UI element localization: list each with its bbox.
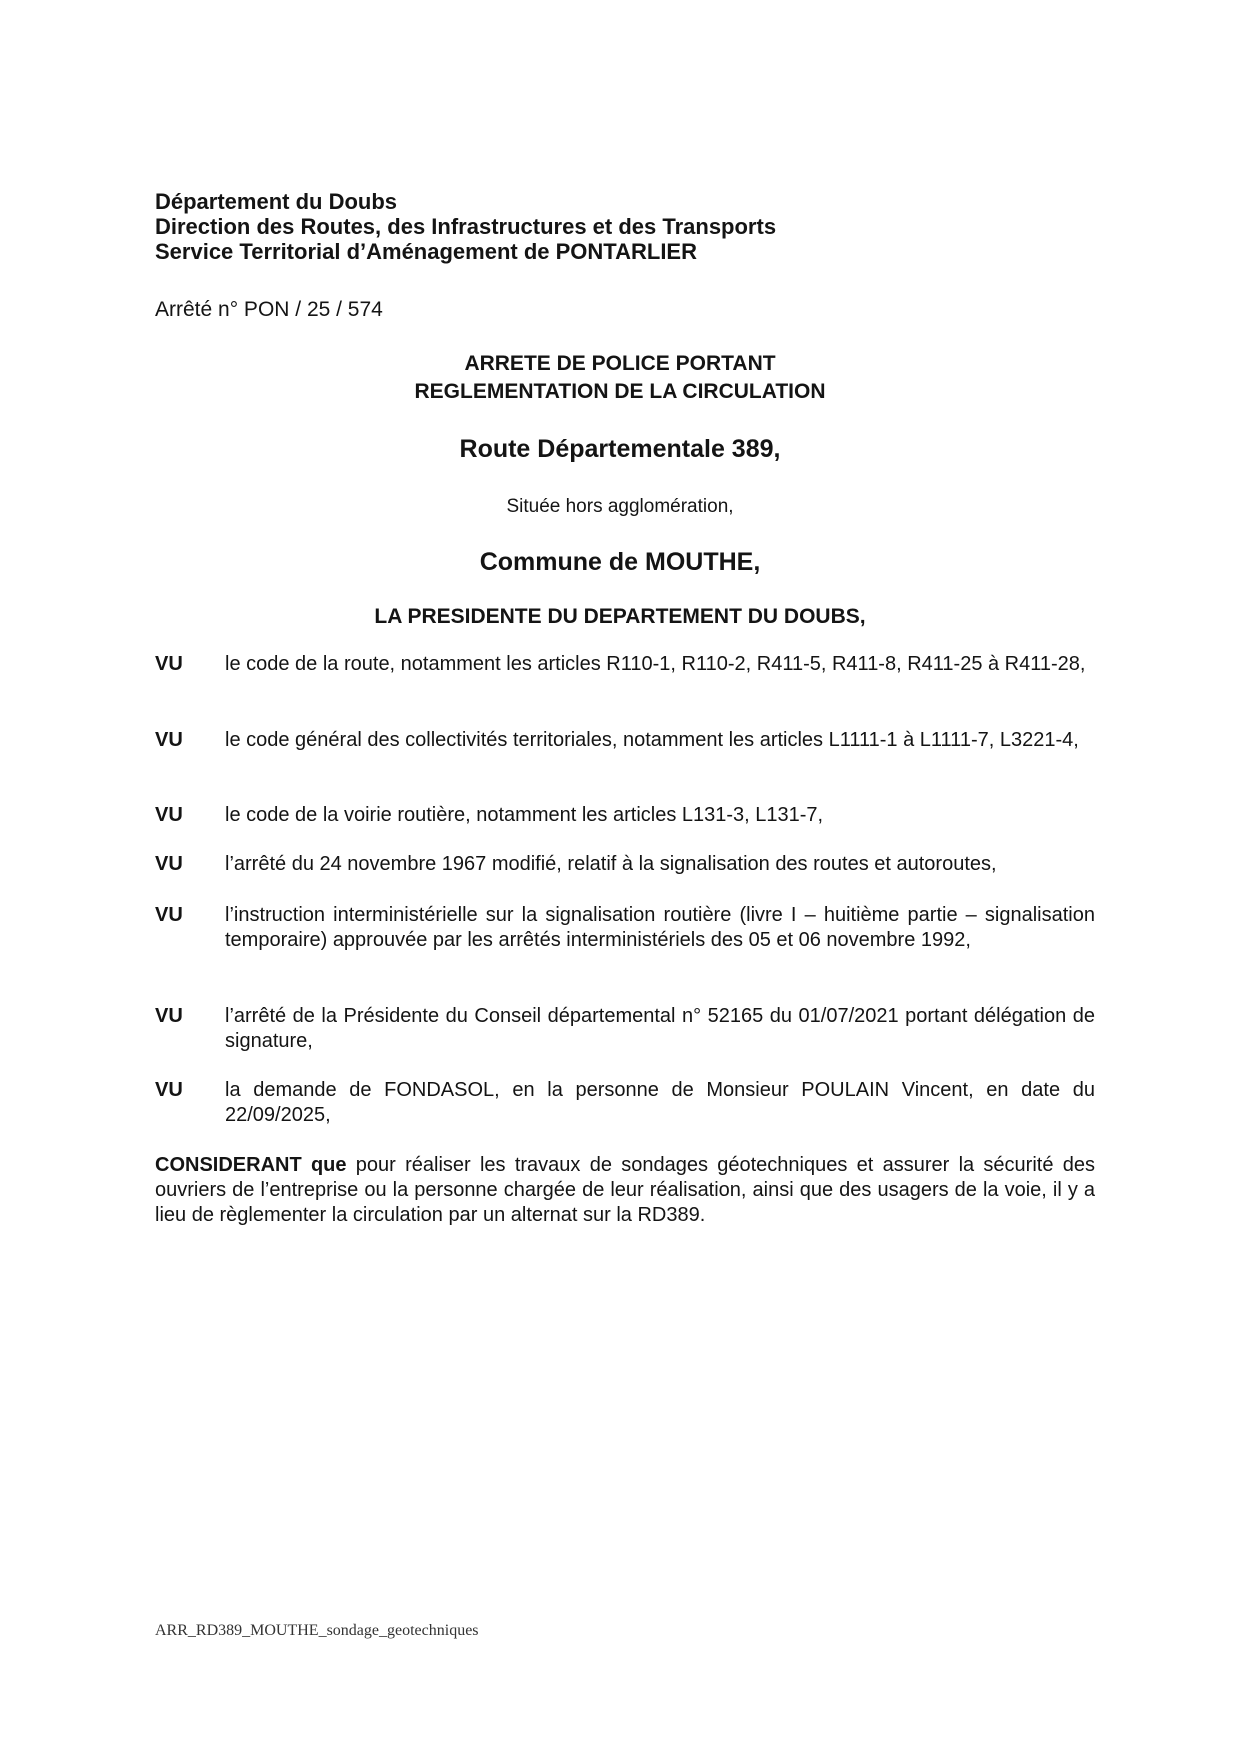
arrete-number: Arrêté n° PON / 25 / 574 bbox=[155, 298, 383, 321]
route-heading: Route Départementale 389, bbox=[459, 435, 781, 463]
vu-item bbox=[155, 652, 1095, 677]
location-text: Située hors agglomération, bbox=[506, 496, 734, 517]
considerant-text: pour réaliser les travaux de sondages géotechniques et assurer la sécurité des ouvriers de l’entreprise ou la personne chargée de leur réalisation, ainsi que des usagers de la voie, il y a lieu de règlementer la circulation par un alternat sur la RD389. bbox=[155, 1154, 1095, 1226]
vu-item bbox=[155, 803, 1095, 828]
commune-heading: Commune de MOUTHE, bbox=[479, 548, 761, 576]
vu-text: le code de la voirie routière, notamment les articles L131-3, L131-7, bbox=[225, 804, 824, 826]
vu-label: VU bbox=[155, 1079, 183, 1101]
vu-item bbox=[155, 1078, 1095, 1128]
letterhead bbox=[155, 189, 1055, 264]
vu-text: le code général des collectivités territoriales, notamment les articles L1111-1 à L1111-7, L3221-4, bbox=[225, 729, 1079, 751]
vu-text: l’arrêté du 24 novembre 1967 modifié, relatif à la signalisation des routes et autoroutes, bbox=[225, 853, 997, 875]
vu-label: VU bbox=[155, 853, 183, 875]
vu-item bbox=[155, 903, 1095, 953]
service-name: Service Territorial d’Aménagement de PONTARLIER bbox=[155, 239, 697, 264]
document-title bbox=[0, 350, 1240, 406]
title-line-2: REGLEMENTATION DE LA CIRCULATION bbox=[414, 380, 826, 403]
direction-name: Direction des Routes, des Infrastructures et des Transports bbox=[155, 214, 777, 239]
vu-label: VU bbox=[155, 904, 183, 926]
vu-label: VU bbox=[155, 729, 183, 751]
vu-text: l’instruction interministérielle sur la signalisation routière (livre I – huitième partie – signalisation temporaire) approuvée par les arrêtés interministériels des 05 et 06 novembre 1992, bbox=[225, 904, 1095, 951]
file-reference: ARR_RD389_MOUTHE_sondage_geotechniques bbox=[155, 1622, 479, 1639]
considerant-paragraph bbox=[155, 1153, 1095, 1228]
vu-label: VU bbox=[155, 804, 183, 826]
considerant-lead: CONSIDERANT que bbox=[155, 1154, 347, 1176]
vu-label: VU bbox=[155, 1005, 183, 1027]
vu-label: VU bbox=[155, 653, 183, 675]
vu-text: le code de la route, notamment les articles R110-1, R110-2, R411-5, R411-8, R411-25 à R411-28, bbox=[225, 653, 1086, 675]
vu-text: la demande de FONDASOL, en la personne de Monsieur POULAIN Vincent, en date du 22/09/2025, bbox=[225, 1079, 1095, 1126]
vu-text: l’arrêté de la Présidente du Conseil départemental n° 52165 du 01/07/2021 portant délégation de signature, bbox=[225, 1005, 1095, 1052]
vu-item bbox=[155, 728, 1095, 753]
authority-heading: LA PRESIDENTE DU DEPARTEMENT DU DOUBS, bbox=[374, 605, 866, 628]
vu-item bbox=[155, 852, 1095, 877]
vu-item bbox=[155, 1004, 1095, 1054]
department-name: Département du Doubs bbox=[155, 189, 398, 214]
title-line-1: ARRETE DE POLICE PORTANT bbox=[464, 352, 776, 375]
